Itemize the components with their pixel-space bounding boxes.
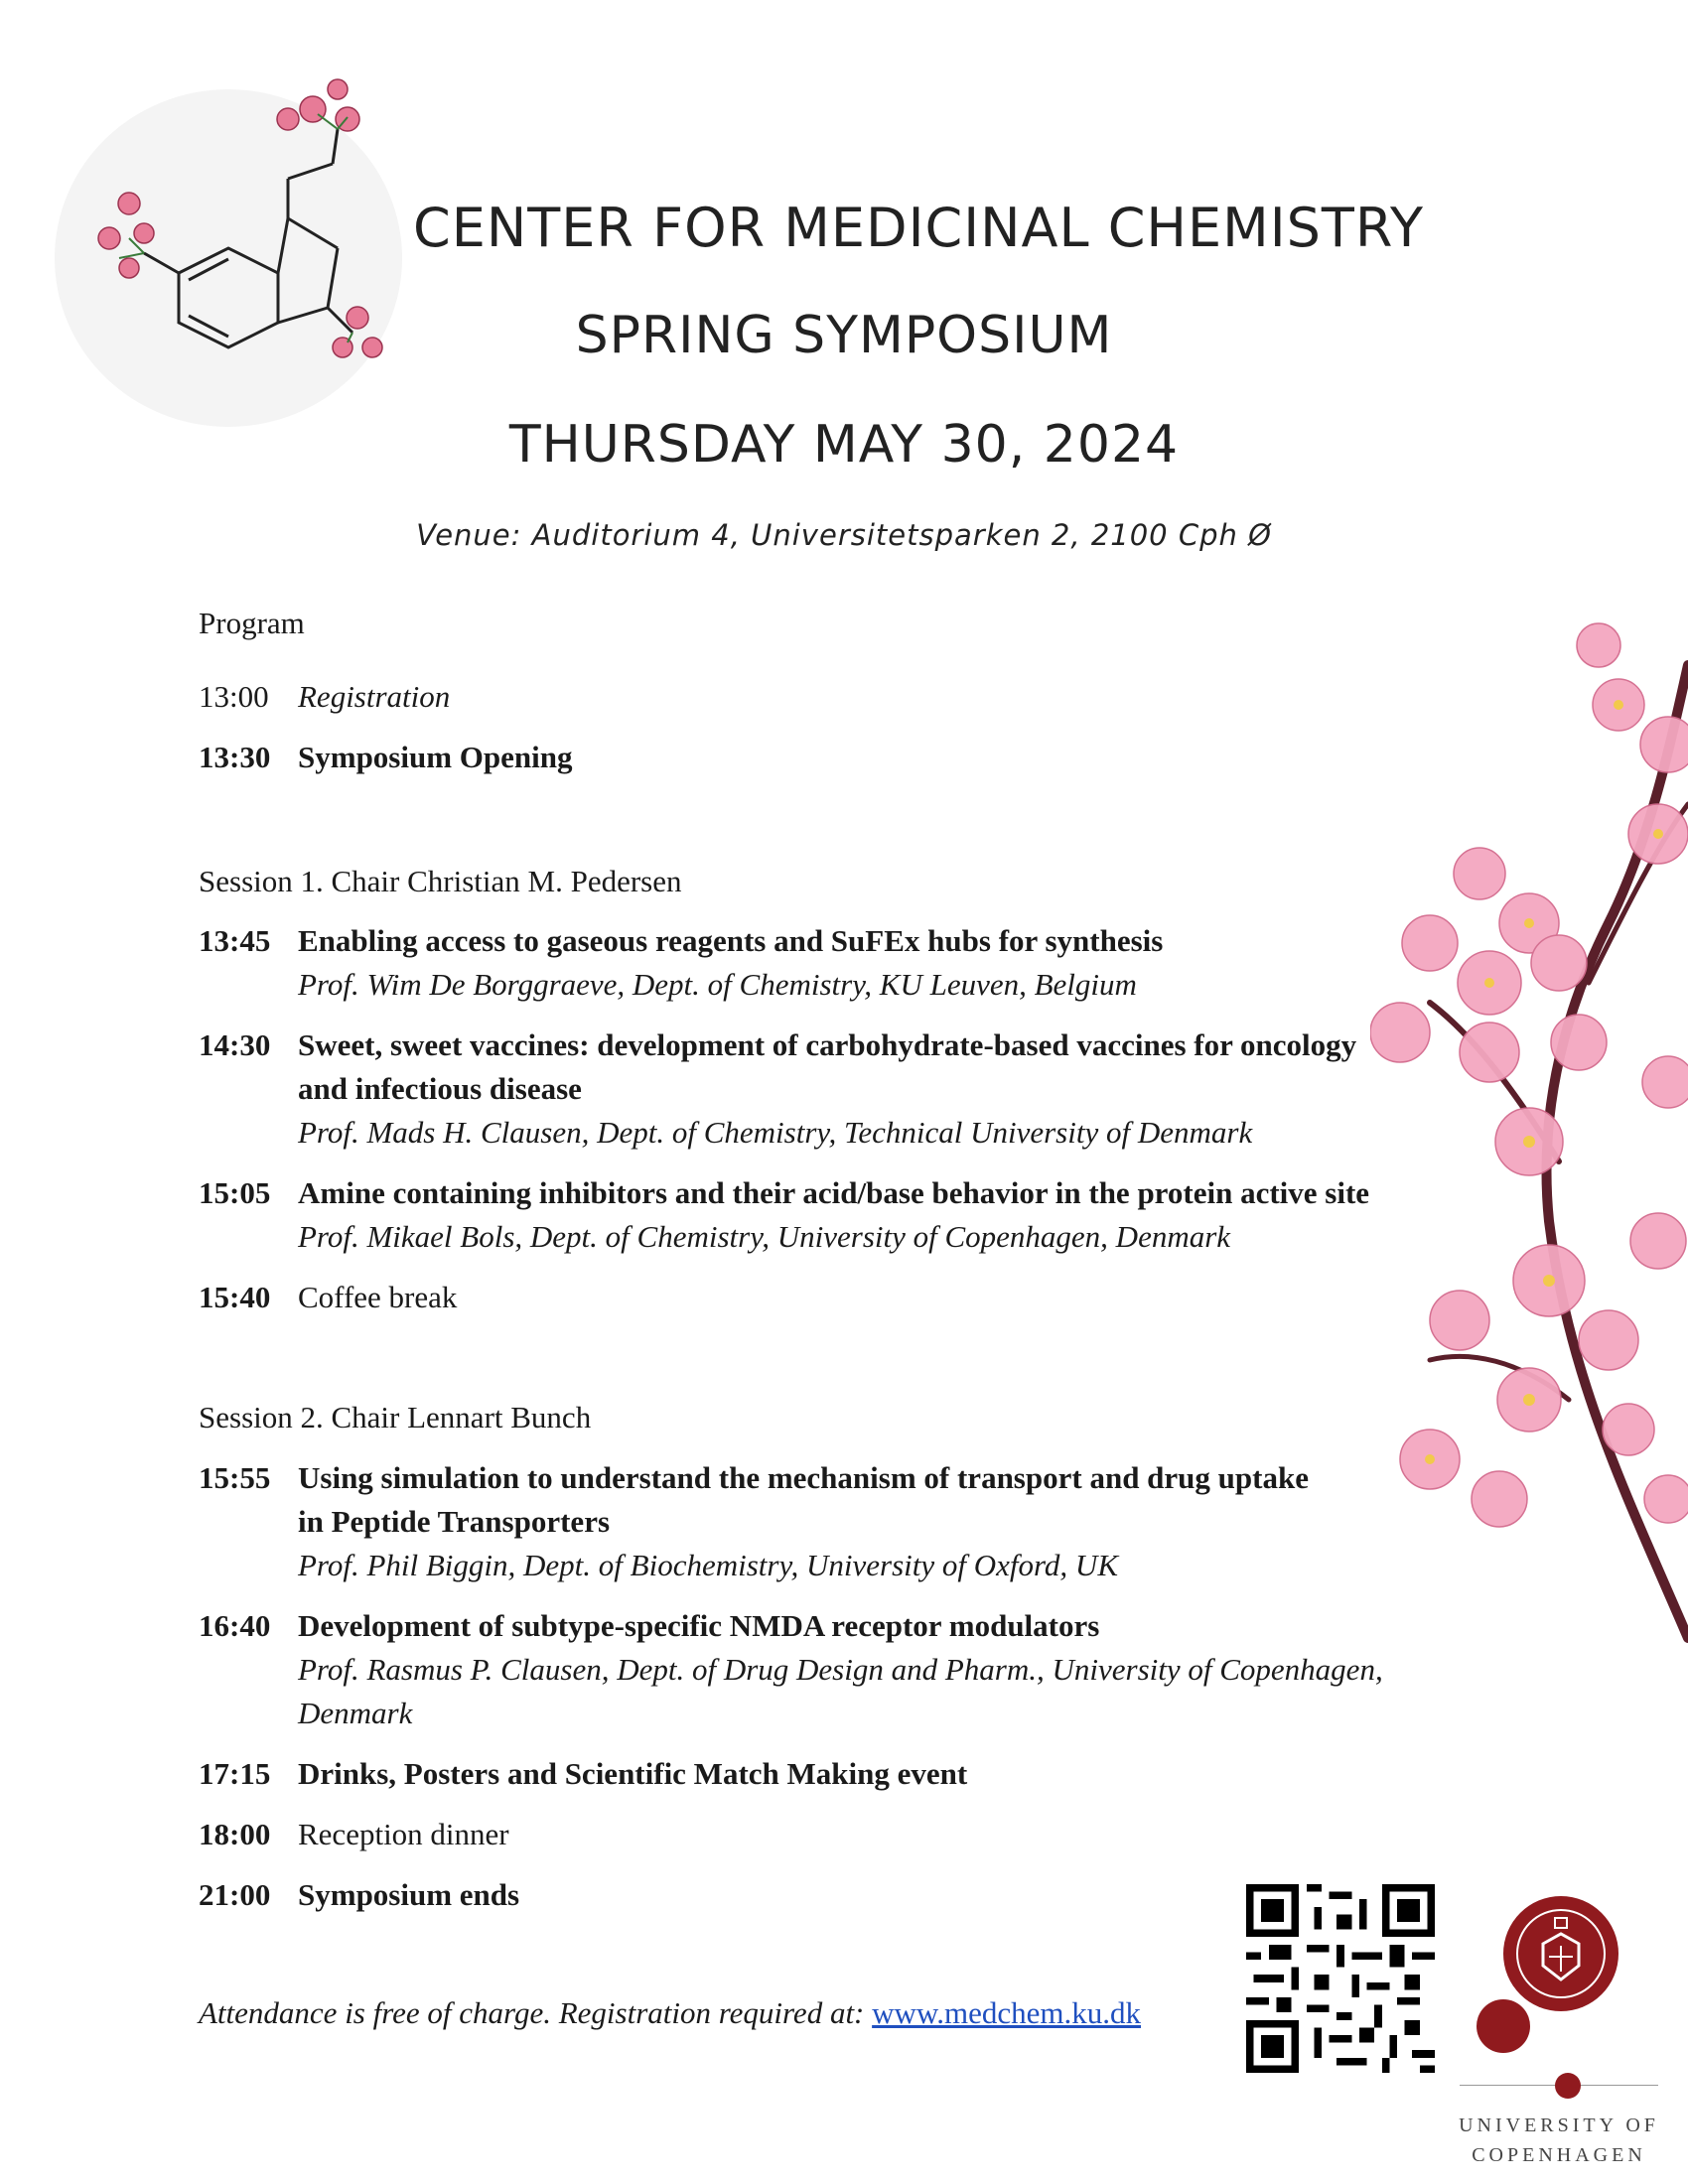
university-seal-icon (1501, 1894, 1620, 2013)
time-label: 13:30 (199, 740, 271, 774)
talk-speaker: Prof. Mikael Bols, Dept. of Chemistry, University of Copenhagen, Denmark (298, 1219, 1231, 1254)
talk-title: Using simulation to understand the mechanism of transport and drug uptake (298, 1460, 1309, 1495)
time-label: 15:55 (199, 1460, 271, 1495)
title-line-2: SPRING SYMPOSIUM (575, 306, 1113, 365)
time-label: 18:00 (199, 1817, 271, 1851)
talk-title: Enabling access to gaseous reagents and SuFEx hubs for synthesis (298, 923, 1164, 958)
talk-title: Development of subtype-specific NMDA receptor modulators (298, 1608, 1100, 1643)
title-line-3: THURSDAY MAY 30, 2024 (508, 415, 1180, 475)
program-heading: Program (199, 606, 305, 640)
time-label: 15:05 (199, 1175, 271, 1210)
university-name: COPENHAGEN (1472, 2144, 1646, 2166)
brand-dot (1477, 1999, 1530, 2053)
time-label: 13:45 (199, 923, 271, 958)
talk-title: in Peptide Transporters (298, 1504, 611, 1539)
footer-text: Attendance is free of charge. Registration required at: (199, 1995, 873, 2030)
talk-title: Drinks, Posters and Scientific Match Making event (298, 1756, 968, 1791)
talk-speaker: Prof. Mads H. Clausen, Dept. of Chemistry, Technical University of Denmark (298, 1115, 1253, 1150)
registration-link[interactable]: www.medchem.ku.dk (872, 1995, 1142, 2030)
venue-text: Venue: Auditorium 4, Universitetsparken 2, 2100 Cph Ø (416, 518, 1272, 552)
talk-speaker: Denmark (298, 1696, 413, 1730)
talk-speaker: Prof. Wim De Borggraeve, Dept. of Chemistry, KU Leuven, Belgium (298, 967, 1137, 1002)
time-label: 13:00 (199, 679, 269, 714)
cherry-blossom-decoration (1370, 606, 1688, 1658)
brand-dot (1555, 2073, 1581, 2099)
talk-title: Reception dinner (298, 1817, 509, 1851)
time-label: 17:15 (199, 1756, 271, 1791)
time-label: 14:30 (199, 1027, 271, 1062)
qr-code-icon (1246, 1884, 1435, 2073)
time-label: 16:40 (199, 1608, 271, 1643)
time-label: 21:00 (199, 1877, 271, 1912)
talk-speaker: Prof. Phil Biggin, Dept. of Biochemistry, University of Oxford, UK (298, 1548, 1118, 1582)
talk-title: Amine containing inhibitors and their acid/base behavior in the protein active site (298, 1175, 1370, 1210)
session-2-heading: Session 2. Chair Lennart Bunch (199, 1400, 592, 1434)
talk-speaker: Prof. Rasmus P. Clausen, Dept. of Drug Design and Pharm., University of Copenhagen, (298, 1652, 1383, 1687)
university-name: UNIVERSITY OF (1459, 2115, 1659, 2136)
item-title: Symposium Opening (298, 740, 573, 774)
talk-title: Coffee break (298, 1280, 458, 1314)
talk-title: Symposium ends (298, 1877, 520, 1912)
talk-title: and infectious disease (298, 1071, 582, 1106)
talk-title: Sweet, sweet vaccines: development of carbohydrate-based vaccines for oncology (298, 1027, 1357, 1062)
item-title: Registration (298, 679, 451, 714)
time-label: 15:40 (199, 1280, 271, 1314)
session-1-heading: Session 1. Chair Christian M. Pedersen (199, 864, 682, 898)
footer-note (199, 1995, 1141, 2031)
title-line-1: CENTER FOR MEDICINAL CHEMISTRY (413, 197, 1424, 259)
